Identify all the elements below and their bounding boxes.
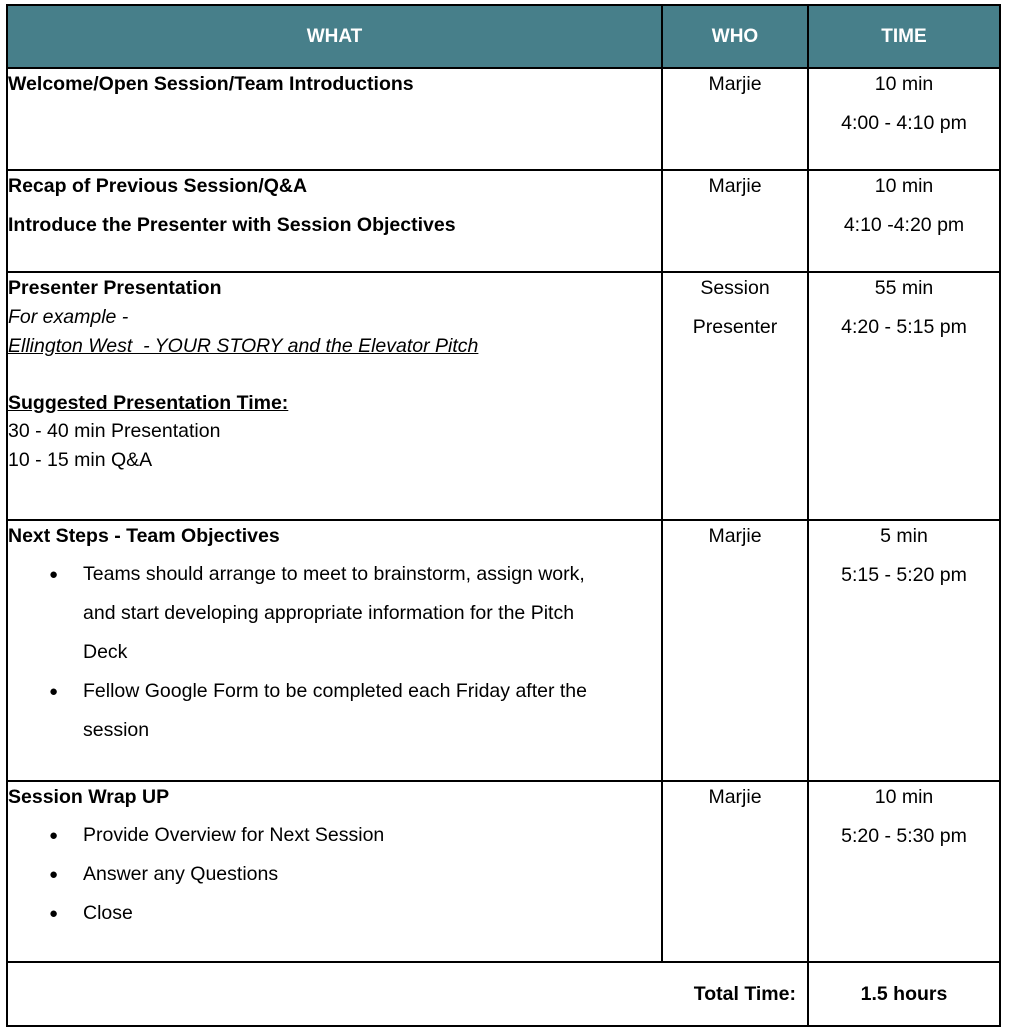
who-value: Presenter <box>692 316 778 338</box>
time-range-value: 5:15 - 5:20 pm <box>841 564 967 586</box>
bullet-icon: ● <box>49 905 59 922</box>
who-cell <box>662 170 808 272</box>
what-cell <box>7 781 662 962</box>
who-cell <box>662 68 808 170</box>
what-cell <box>7 68 662 170</box>
list-item <box>8 855 661 894</box>
suggested-time-item: 30 - 40 min Presentation <box>8 420 221 442</box>
time-range-value: 4:20 - 5:15 pm <box>841 316 967 338</box>
header-what: WHAT <box>7 5 662 68</box>
agenda-item-title: Next Steps - Team Objectives <box>8 525 280 547</box>
agenda-item-title: Introduce the Presenter with Session Objectives <box>8 214 456 236</box>
duration-value: 55 min <box>874 277 934 299</box>
duration-value: 10 min <box>874 786 934 808</box>
agenda-item-title: Presenter Presentation <box>8 277 222 299</box>
bullet-list <box>8 555 661 750</box>
bullet-icon: ● <box>49 827 59 844</box>
time-range-value: 4:00 - 4:10 pm <box>841 112 967 134</box>
list-item-line: and start developing appropriate information for the Pitch <box>83 602 575 624</box>
bullet-icon: ● <box>49 866 59 883</box>
what-cell <box>7 272 662 520</box>
agenda-item-title: Session Wrap UP <box>8 786 170 808</box>
list-item <box>8 894 661 933</box>
time-cell <box>808 272 1000 520</box>
time-cell <box>808 68 1000 170</box>
spacer <box>8 360 661 389</box>
total-value: 1.5 hours <box>808 962 1000 1026</box>
bullet-icon: ● <box>49 683 59 700</box>
time-cell <box>808 170 1000 272</box>
who-value: Marjie <box>708 73 762 95</box>
header-row <box>7 5 1000 68</box>
time-range-value: 4:10 -4:20 pm <box>843 214 965 236</box>
table-row <box>7 272 1000 520</box>
total-row <box>7 962 1000 1026</box>
time-cell <box>808 520 1000 781</box>
agenda-item-title: Welcome/Open Session/Team Introductions <box>8 73 414 95</box>
what-cell <box>7 520 662 781</box>
bullet-list <box>8 816 661 933</box>
duration-value: 10 min <box>874 175 934 197</box>
list-item-line: session <box>83 719 150 741</box>
who-value: Marjie <box>708 175 762 197</box>
bullet-icon: ● <box>49 566 59 583</box>
table-row <box>7 520 1000 781</box>
example-intro: For example - <box>8 306 129 328</box>
who-value: Marjie <box>708 786 762 808</box>
list-item <box>8 816 661 855</box>
agenda-table <box>6 4 1001 1027</box>
time-cell <box>808 781 1000 962</box>
who-value: Marjie <box>708 525 762 547</box>
table-row <box>7 68 1000 170</box>
suggested-time-heading: Suggested Presentation Time: <box>8 391 289 414</box>
total-label: Total Time: <box>7 962 808 1026</box>
list-item-text: Close <box>83 902 133 924</box>
list-item <box>8 555 661 672</box>
who-cell <box>662 272 808 520</box>
suggested-time-item: 10 - 15 min Q&A <box>8 448 153 471</box>
time-range-value: 5:20 - 5:30 pm <box>841 825 967 847</box>
duration-value: 10 min <box>874 73 934 95</box>
list-item-line: Teams should arrange to meet to brainstorm, assign work, <box>83 563 585 585</box>
list-item-text: Provide Overview for Next Session <box>83 824 385 846</box>
what-cell <box>7 170 662 272</box>
list-item-line: Deck <box>83 641 128 663</box>
example-link[interactable]: Ellington West - YOUR STORY and the Elevator Pitch <box>8 334 479 357</box>
agenda-item-title: Recap of Previous Session/Q&A <box>8 175 308 197</box>
list-item-text: Answer any Questions <box>83 863 279 885</box>
table-row <box>7 170 1000 272</box>
table-row <box>7 781 1000 962</box>
duration-value: 5 min <box>880 525 928 547</box>
header-time: TIME <box>808 5 1000 68</box>
list-item <box>8 672 661 750</box>
header-who: WHO <box>662 5 808 68</box>
list-item-line: Fellow Google Form to be completed each Friday after the <box>83 680 587 702</box>
who-cell <box>662 781 808 962</box>
who-value: Session <box>700 277 770 299</box>
who-cell <box>662 520 808 781</box>
